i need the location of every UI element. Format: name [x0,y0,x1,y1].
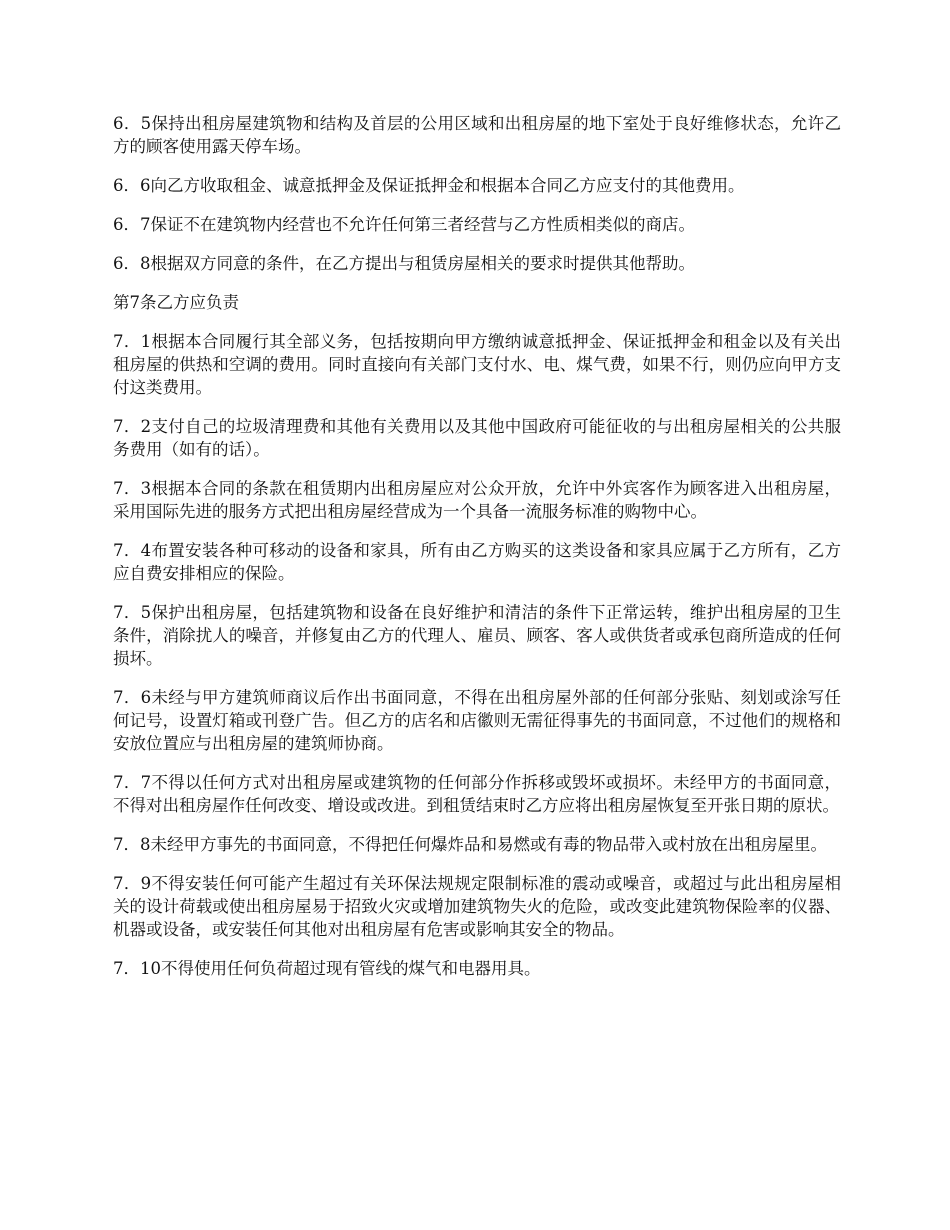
clause-7-3: 7．3根据本合同的条款在租赁期内出租房屋应对公众开放，允许中外宾客作为顾客进入出租房屋，采用国际先进的服务方式把出租房屋经营成为一个具备一流服务标准的购物中心。 [113,479,841,521]
clause-7-4: 7．4布置安装各种可移动的设备和家具，所有由乙方购买的这类设备和家具应属于乙方所有，乙方应自费安排相应的保险。 [113,541,841,583]
clause-7-7: 7．7不得以任何方式对出租房屋或建筑物的任何部分作拆移或毁坏或损坏。未经甲方的书面同意，不得对出租房屋作任何改变、增设或改进。到租赁结束时乙方应将出租房屋恢复至开张日期的原状。 [113,773,841,815]
clause-7-10: 7．10不得使用任何负荷超过现有管线的煤气和电器用具。 [113,959,541,978]
clause-7-5: 7．5保护出租房屋，包括建筑物和设备在良好维护和清洁的条件下正常运转，维护出租房屋的卫生条件，消除扰人的噪音，并修复由乙方的代理人、雇员、顾客、客人或供货者或承包商所造成的任何损坏。 [113,603,841,668]
section-heading-article-7: 第7条乙方应负责 [113,293,239,312]
document-body [113,112,841,996]
clause-6-7: 6．7保证不在建筑物内经营也不允许任何第三者经营与乙方性质相类似的商店。 [113,215,695,234]
clause-7-8: 7．8未经甲方事先的书面同意，不得把任何爆炸品和易燃或有毒的物品带入或村放在出租房屋里。 [113,835,827,854]
clause-7-9: 7．9不得安装任何可能产生超过有关环保法规规定限制标准的震动或噪音，或超过与此出租房屋相关的设计荷载或使出租房屋易于招致火灾或增加建筑物失火的危险，或改变此建筑物保险率的仪器、机器或设备，或安装任何其他对出租房屋有危害或影响其安全的物品。 [113,874,841,939]
clause-6-5: 6．5保持出租房屋建筑物和结构及首层的公用区域和出租房屋的地下室处于良好维修状态，允许乙方的顾客使用露天停车场。 [113,114,841,156]
clause-7-2: 7．2支付自己的垃圾清理费和其他有关费用以及其他中国政府可能征收的与出租房屋相关的公共服务费用（如有的话）。 [113,417,841,459]
clause-7-6: 7．6未经与甲方建筑师商议后作出书面同意，不得在出租房屋外部的任何部分张贴、刻划或涂写任何记号，设置灯箱或刊登广告。但乙方的店名和店徽则无需征得事先的书面同意，不过他们的规格和安放位置应与出租房屋的建筑师协商。 [113,688,841,753]
clause-6-6: 6．6向乙方收取租金、诚意抵押金及保证抵押金和根据本合同乙方应支付的其他费用。 [113,176,745,195]
clause-6-8: 6．8根据双方同意的条件，在乙方提出与租赁房屋相关的要求时提供其他帮助。 [113,254,695,273]
clause-7-1: 7．1根据本合同履行其全部义务，包括按期向甲方缴纳诚意抵押金、保证抵押金和租金以及有关出租房屋的供热和空调的费用。同时直接向有关部门支付水、电、煤气费，如果不行，则仍应向甲方支付这类费用。 [113,332,841,397]
